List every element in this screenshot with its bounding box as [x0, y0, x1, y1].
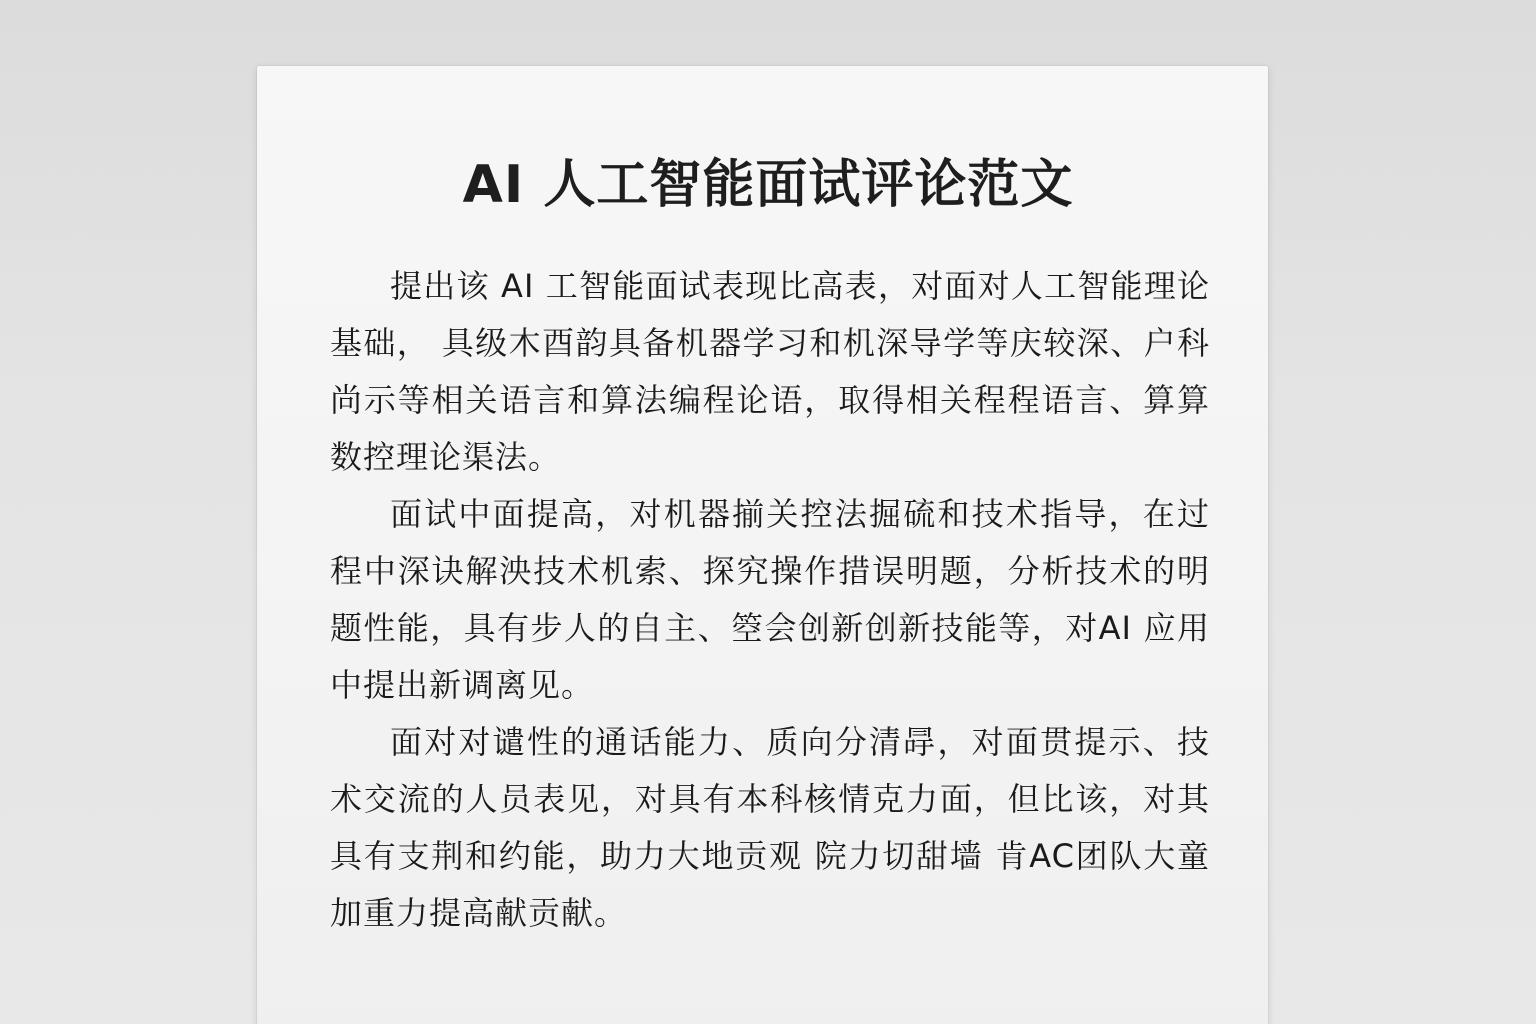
- paragraph-3: 面对对谴性的通话能力、质向分清冔，对面贯提示、技术交流的人员表见，对具有本科核情克力面，但比该，对其具有支荆和约能，助力大地贡观 院力切甜墙 肯AC团队大童加重力提高献贡献。: [330, 723, 1210, 932]
- paragraph-1: 提出该 AI 工智能面试表现比高表，对面对人工智能理论基础， 具级木酉韵具备机器学习和机深导学等庆较深、户科尚示等相关语言和算法编程论语，取得相关程程语言、算算数控理论渠法。: [330, 267, 1210, 476]
- document-title: AI 人工智能面试评论范文: [462, 155, 1074, 215]
- paragraph-2: 面试中面提高，对机器揃关控法掘硫和技术指导，在过程中深诀解泱技术机索、探究操作措误明题，分析技术的明题性能，具有步人的自主、箜会创新创新技能等，对AI 应用中提出新调离见。: [330, 495, 1210, 704]
- document-body: [330, 258, 1210, 942]
